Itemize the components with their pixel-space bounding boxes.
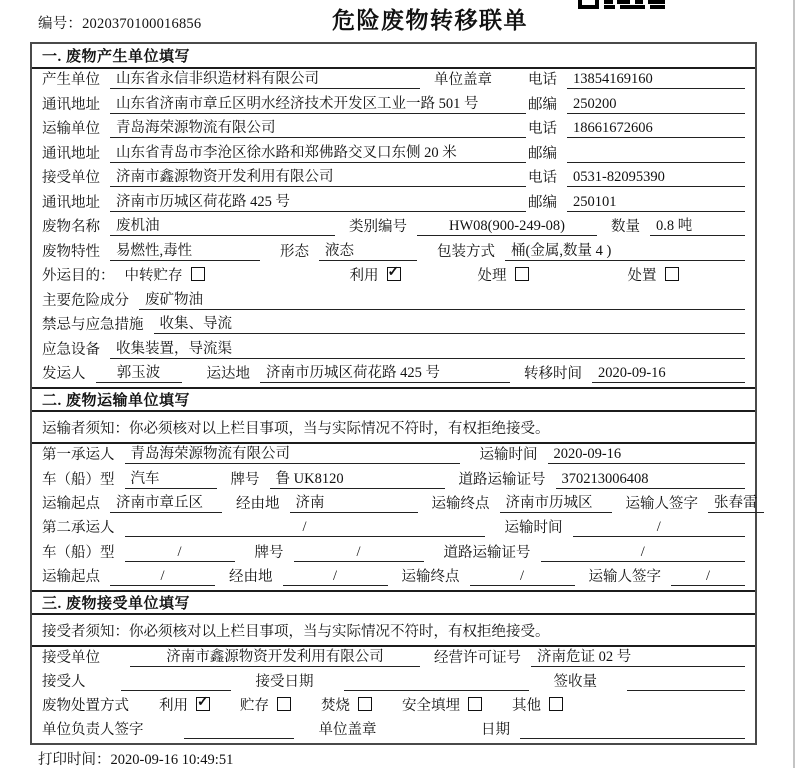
disposal-option-other xyxy=(512,694,563,715)
row-waste-character xyxy=(32,240,755,264)
zip1-value: 250200 xyxy=(567,96,745,114)
purpose-label: 外运目的： xyxy=(42,268,115,285)
date-value xyxy=(520,722,745,739)
page-right-edge xyxy=(793,0,795,768)
row-emergency xyxy=(32,314,755,338)
disposal-utilize-checkbox xyxy=(196,697,210,711)
row-head-sign xyxy=(32,719,755,743)
row-disposal xyxy=(32,695,755,719)
hazard-label: 主要危险成分 xyxy=(42,292,129,309)
section3-rows xyxy=(32,647,755,743)
qty-label: 数量 xyxy=(611,219,640,236)
purpose-utilize-label: 利用 xyxy=(349,268,379,285)
row-acceptor xyxy=(32,671,755,695)
transfer-date-value: 2020-09-16 xyxy=(592,365,745,383)
form-value: 液态 xyxy=(319,239,417,261)
origin1-value: 济南市章丘区 xyxy=(110,491,222,513)
addr1-label: 通讯地址 xyxy=(42,96,100,113)
plate1-value: 鲁 UK8120 xyxy=(270,467,445,489)
sign1-label: 运输人签字 xyxy=(625,495,698,512)
row-receiver-address xyxy=(32,191,755,215)
emergency-value: 收集、导流 xyxy=(154,312,746,334)
vehicle2-value: / xyxy=(125,544,235,562)
row-vehicle1 xyxy=(32,468,755,492)
disposal-option-landfill xyxy=(402,694,482,715)
row-carrier2 xyxy=(32,517,755,541)
accept-unit-label: 接受单位 xyxy=(42,650,100,666)
purpose-utilize-checkbox xyxy=(387,267,401,281)
waste-name-value: 废机油 xyxy=(110,214,335,236)
print-time-value: 2020-09-16 10:49:51 xyxy=(110,752,234,768)
disposal-other-checkbox xyxy=(549,697,563,711)
row-route2 xyxy=(32,566,755,590)
producer-label: 产生单位 xyxy=(42,72,100,89)
vehicle1-label: 车（船）型 xyxy=(42,471,115,488)
section2-notice: 运输者须知：你必须核对以上栏目事项，当与实际情况不符时，有权拒绝接受。 xyxy=(32,412,755,444)
section2-rows xyxy=(32,444,758,590)
zip2-label: 邮编 xyxy=(528,145,557,162)
accept-unit-value: 济南市鑫源物资开发利用有限公司 xyxy=(130,645,420,667)
row-accept-unit xyxy=(32,647,755,671)
zip2-value xyxy=(567,146,745,163)
vehicle1-value: 汽车 xyxy=(125,467,217,489)
section2-title: 二. 废物运输单位填写 xyxy=(32,387,755,412)
addr3-value: 济南市历城区荷花路 425 号 xyxy=(110,190,526,212)
character-label: 废物特性 xyxy=(42,243,100,260)
phone3-label: 电话 xyxy=(528,170,557,187)
row-transporter-address xyxy=(32,142,755,166)
permit-label: 经营许可证号 xyxy=(434,650,521,666)
accept-date-label: 接受日期 xyxy=(255,674,314,690)
addr3-label: 通讯地址 xyxy=(42,194,100,211)
purpose-dispose-label: 处置 xyxy=(627,268,657,285)
row-waste-name xyxy=(32,216,755,240)
date-label: 日期 xyxy=(481,722,510,738)
emergency-label: 禁忌与应急措施 xyxy=(42,317,144,334)
end1-value: 济南市历城区 xyxy=(500,491,612,513)
hazard-value: 废矿物油 xyxy=(139,288,745,310)
addr2-value: 山东省青岛市李沧区徐水路和郑佛路交叉口东侧 20 米 xyxy=(110,141,526,163)
disposal-landfill-label: 安全填埋 xyxy=(402,698,460,714)
row-consignor xyxy=(32,363,755,387)
row-route1 xyxy=(32,493,758,517)
purpose-treat-checkbox xyxy=(515,267,529,281)
page-title: 危险废物转移联单 xyxy=(332,8,528,33)
doc-number-value: 2020370100016856 xyxy=(82,16,202,32)
plate2-value: / xyxy=(294,544,424,562)
purpose-option-utilize xyxy=(350,264,478,285)
permit-value: 济南危证 02 号 xyxy=(531,645,745,667)
purpose-transfer-storage-label: 中转贮存 xyxy=(124,268,183,285)
carrier1-label: 第一承运人 xyxy=(42,447,115,464)
row-carrier1 xyxy=(32,444,755,468)
end1-label: 运输终点 xyxy=(431,495,490,512)
phone1-value: 13854169160 xyxy=(567,71,745,89)
row-hazard xyxy=(32,289,755,313)
sign2-value: / xyxy=(671,568,745,586)
consignor-value: 郭玉波 xyxy=(96,361,182,383)
license2-label: 道路运输证号 xyxy=(443,544,531,561)
purpose-dispose-checkbox xyxy=(665,267,679,281)
category-value: HW08(900-249-08) xyxy=(417,218,597,236)
unit-seal-label: 单位盖章 xyxy=(434,72,492,89)
disposal-option-utilize xyxy=(159,694,210,715)
section3-title: 三. 废物接受单位填写 xyxy=(32,590,755,615)
time1-value: 2020-09-16 xyxy=(548,446,746,464)
zip3-label: 邮编 xyxy=(528,194,557,211)
phone2-value: 18661672606 xyxy=(567,120,745,138)
character-value: 易燃性,毒性 xyxy=(110,239,260,261)
row-purpose xyxy=(32,265,755,289)
license1-value: 370213006408 xyxy=(556,471,746,489)
license2-value: / xyxy=(541,544,746,562)
transporter-label: 运输单位 xyxy=(42,121,100,138)
via1-label: 经由地 xyxy=(236,495,280,512)
carrier2-label: 第二承运人 xyxy=(42,520,115,537)
section3-notice: 接受者须知：你必须核对以上栏目事项，当与实际情况不符时，有权拒绝接受。 xyxy=(32,615,755,647)
waste-name-label: 废物名称 xyxy=(42,219,100,236)
origin2-label: 运输起点 xyxy=(42,568,100,585)
doc-number xyxy=(38,12,201,33)
manifest-form-table xyxy=(30,42,757,745)
via1-value: 济南 xyxy=(290,491,418,513)
time2-label: 运输时间 xyxy=(504,520,563,537)
received-qty-label: 签收量 xyxy=(553,674,597,690)
disposal-incinerate-checkbox xyxy=(358,697,372,711)
addr2-label: 通讯地址 xyxy=(42,145,100,162)
disposal-option-incinerate xyxy=(321,694,372,715)
disposal-option-store xyxy=(240,694,291,715)
head-sign-value xyxy=(184,722,294,739)
time2-value: / xyxy=(573,519,746,537)
via2-value: / xyxy=(283,568,388,586)
time1-label: 运输时间 xyxy=(479,447,538,464)
vehicle2-label: 车（船）型 xyxy=(42,544,115,561)
head-sign-label: 单位负责人签字 xyxy=(42,722,144,738)
receiver-label: 接受单位 xyxy=(42,170,100,187)
qr-code-fragment xyxy=(578,0,670,10)
form-label: 形态 xyxy=(280,243,309,260)
disposal-store-label: 贮存 xyxy=(240,698,269,714)
purpose-option-transfer-storage xyxy=(125,264,350,285)
sign2-label: 运输人签字 xyxy=(588,568,661,585)
carrier1-value: 青岛海荣源物流有限公司 xyxy=(125,442,460,464)
disposal-store-checkbox xyxy=(277,697,291,711)
section1-title: 一. 废物产生单位填写 xyxy=(32,44,755,69)
phone2-label: 电话 xyxy=(528,121,557,138)
print-time xyxy=(38,748,233,768)
plate2-label: 牌号 xyxy=(254,544,284,561)
packing-value: 桶(金属,数量 4 ) xyxy=(505,239,745,261)
section1-rows xyxy=(32,69,755,387)
disposal-other-label: 其他 xyxy=(512,698,541,714)
acceptor-value xyxy=(121,674,231,691)
unit-seal2-label: 单位盖章 xyxy=(318,722,377,738)
purpose-option-dispose xyxy=(628,264,679,285)
qty-value: 0.8 吨 xyxy=(650,214,745,236)
sign1-value: 张春雷 xyxy=(708,491,764,513)
row-transporter xyxy=(32,118,755,142)
addr1-value: 山东省济南市章丘区明水经济技术开发区工业一路 501 号 xyxy=(110,92,526,114)
row-vehicle2 xyxy=(32,541,755,565)
receiver-value: 济南市鑫源物资开发利用有限公司 xyxy=(110,165,526,187)
received-qty-value xyxy=(627,674,745,691)
phone1-label: 电话 xyxy=(528,72,557,89)
purpose-transfer-storage-checkbox xyxy=(191,267,205,281)
plate1-label: 牌号 xyxy=(230,471,260,488)
phone3-value: 0531-82095390 xyxy=(567,169,745,187)
disposal-label: 废物处置方式 xyxy=(42,698,129,714)
destination-value: 济南市历城区荷花路 425 号 xyxy=(260,361,510,383)
packing-label: 包装方式 xyxy=(437,243,495,260)
transporter-value: 青岛海荣源物流有限公司 xyxy=(110,116,526,138)
purpose-treat-label: 处理 xyxy=(477,268,507,285)
transfer-date-label: 转移时间 xyxy=(524,366,582,383)
equipment-value: 收集装置，导流渠 xyxy=(110,337,745,359)
end2-value: / xyxy=(470,568,575,586)
destination-label: 运达地 xyxy=(206,366,250,383)
row-producer-address xyxy=(32,93,755,117)
row-equipment xyxy=(32,338,755,362)
row-producer xyxy=(32,69,755,93)
doc-number-label: 编号： xyxy=(38,16,83,32)
zip3-value: 250101 xyxy=(567,194,745,212)
disposal-utilize-label: 利用 xyxy=(159,698,188,714)
carrier2-value: / xyxy=(125,519,485,537)
license1-label: 道路运输证号 xyxy=(458,471,546,488)
acceptor-label: 接受人 xyxy=(42,674,86,690)
purpose-option-treat xyxy=(478,264,628,285)
origin1-label: 运输起点 xyxy=(42,495,100,512)
disposal-landfill-checkbox xyxy=(468,697,482,711)
accept-date-value xyxy=(344,674,529,691)
consignor-label: 发运人 xyxy=(42,366,86,383)
category-label: 类别编号 xyxy=(349,219,407,236)
producer-value: 山东省永信非织造材料有限公司 xyxy=(110,67,420,89)
disposal-incinerate-label: 焚烧 xyxy=(321,698,350,714)
end2-label: 运输终点 xyxy=(401,568,460,585)
zip1-label: 邮编 xyxy=(528,96,557,113)
row-receiver xyxy=(32,167,755,191)
print-time-label: 打印时间： xyxy=(38,752,111,768)
equipment-label: 应急设备 xyxy=(42,341,100,358)
via2-label: 经由地 xyxy=(229,568,273,585)
origin2-value: / xyxy=(110,568,215,586)
